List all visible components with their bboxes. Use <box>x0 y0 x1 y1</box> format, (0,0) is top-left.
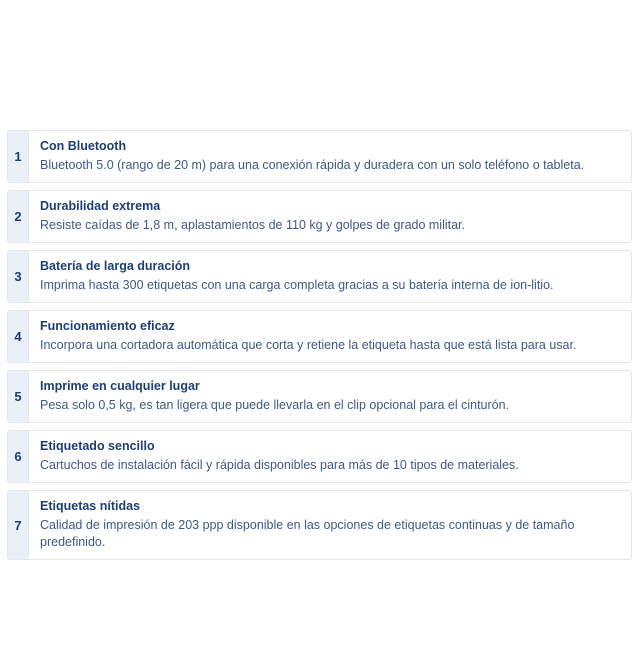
feature-description: Bluetooth 5.0 (rango de 20 m) para una conexión rápida y duradera con un solo teléfono o tableta. <box>40 158 585 172</box>
feature-item <box>7 370 632 423</box>
feature-description: Cartuchos de instalación fácil y rápida disponibles para más de 10 tipos de materiales. <box>40 458 519 472</box>
feature-number: 2 <box>8 191 29 242</box>
feature-body <box>29 431 631 482</box>
feature-body <box>29 191 631 242</box>
feature-item <box>7 190 632 243</box>
feature-number: 4 <box>8 311 29 362</box>
feature-list <box>7 130 632 567</box>
feature-description: Incorpora una cortadora automática que corta y retiene la etiqueta hasta que está lista para usar. <box>40 338 577 352</box>
feature-description: Imprima hasta 300 etiquetas con una carga completa gracias a su batería interna de ion-litio. <box>40 278 554 292</box>
feature-body <box>29 251 631 302</box>
feature-title: Etiquetado sencillo <box>40 439 155 453</box>
feature-item <box>7 250 632 303</box>
feature-description: Resiste caídas de 1,8 m, aplastamientos de 110 kg y golpes de grado militar. <box>40 218 466 232</box>
feature-title: Imprime en cualquier lugar <box>40 379 200 393</box>
feature-number: 3 <box>8 251 29 302</box>
feature-body <box>29 491 631 559</box>
feature-item <box>7 490 632 560</box>
feature-title: Etiquetas nítidas <box>40 499 141 513</box>
feature-item <box>7 310 632 363</box>
feature-number: 6 <box>8 431 29 482</box>
feature-title: Funcionamiento eficaz <box>40 319 175 333</box>
feature-number: 1 <box>8 131 29 182</box>
feature-title: Con Bluetooth <box>40 139 127 153</box>
feature-body <box>29 131 631 182</box>
feature-title: Durabilidad extrema <box>40 199 161 213</box>
feature-number: 7 <box>8 491 29 559</box>
feature-body <box>29 371 631 422</box>
feature-description: Calidad de impresión de 203 ppp disponible en las opciones de etiquetas continuas y de tamaño predefinido. <box>40 518 575 549</box>
feature-body <box>29 311 631 362</box>
feature-description: Pesa solo 0,5 kg, es tan ligera que puede llevarla en el clip opcional para el cinturón. <box>40 398 510 412</box>
feature-number: 5 <box>8 371 29 422</box>
feature-item <box>7 430 632 483</box>
feature-title: Batería de larga duración <box>40 259 191 273</box>
feature-item <box>7 130 632 183</box>
